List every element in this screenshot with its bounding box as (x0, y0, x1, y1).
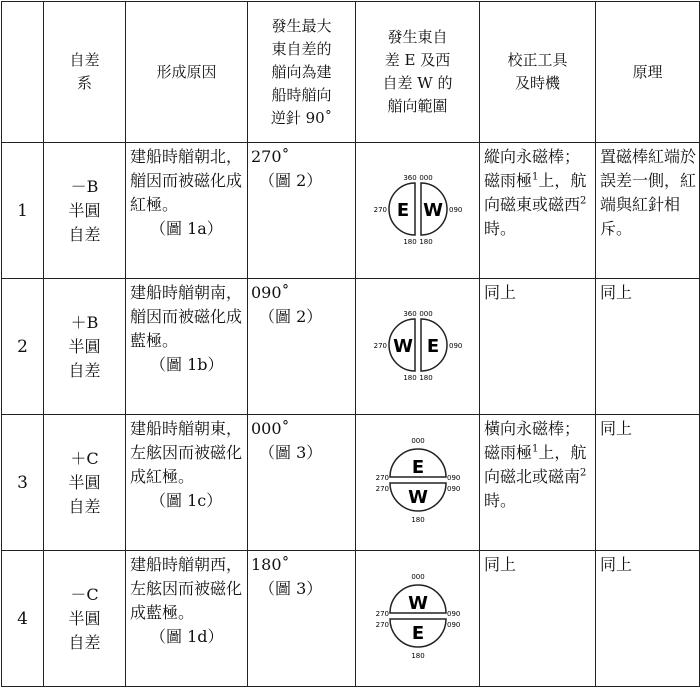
correction-tool-cell: 橫向永磁棒；磁雨極$^1$上，航向磁北或磁南$^2$時。 (480, 415, 596, 551)
figure-ref: （圖 2） (259, 171, 323, 190)
figure-ref: （圖 3） (259, 443, 323, 462)
correction-tool-cell: 縱向永磁棒；磁雨極$^1$上，航向磁東或磁西$^2$時。 (480, 143, 596, 279)
table-row (2, 551, 700, 687)
header-cause: 形成原因 (126, 2, 248, 143)
heading-value: 000˚ (251, 419, 290, 438)
label-lower-right: 090 (446, 484, 460, 493)
heading-cell (248, 551, 356, 687)
label-bottom-right: 180 (418, 373, 433, 382)
compass-diagram-horizontal (363, 429, 473, 533)
label-top-left: 360 (402, 309, 417, 318)
label-top: 000 (410, 436, 425, 445)
label-upper-right: 090 (446, 609, 460, 618)
row-number: 1 (2, 143, 44, 279)
deviation-system: －C 半圓 自差 (44, 551, 126, 687)
figure-ref: （圖 2） (259, 307, 323, 326)
figure-ref: （圖 1b） (150, 355, 224, 374)
deviation-system: ＋C 半圓 自差 (44, 415, 126, 551)
cause-cell (126, 415, 248, 551)
label-bottom-right: 180 (418, 237, 433, 246)
heading-cell (248, 143, 356, 279)
row-number: 3 (2, 415, 44, 551)
row-number: 4 (2, 551, 44, 687)
label-right: 090 (448, 341, 462, 350)
label-left: 270 (373, 205, 387, 214)
left-letter: W (392, 335, 413, 357)
cause-text: 建船時艏朝東，左舷因而被磁化成紅極。 (130, 419, 243, 486)
label-lower-right: 090 (446, 620, 460, 629)
heading-range-diagram-cell (356, 415, 480, 551)
figure-ref: （圖 1d） (150, 627, 224, 646)
cause-text: 建船時艏朝北，艏因而被磁化成紅極。 (130, 147, 243, 214)
cause-text: 建船時艏朝西，左舷因而被磁化成藍極。 (130, 555, 243, 622)
heading-range-diagram-cell (356, 551, 480, 687)
cause-cell (126, 143, 248, 279)
header-principle: 原理 (596, 2, 700, 143)
bottom-letter: E (411, 622, 424, 644)
label-upper-left: 270 (375, 473, 389, 482)
heading-range-diagram-cell (356, 279, 480, 415)
deviation-system: －B 半圓 自差 (44, 143, 126, 279)
label-right: 090 (448, 205, 462, 214)
label-upper-left: 270 (375, 609, 389, 618)
principle-cell: 同上 (596, 551, 700, 687)
correction-tool-cell: 同上 (480, 551, 596, 687)
label-top-left: 360 (402, 173, 417, 182)
heading-cell (248, 279, 356, 415)
compass-diagram-vertical (363, 169, 473, 249)
top-letter: E (411, 456, 424, 478)
principle-cell: 同上 (596, 279, 700, 415)
label-left: 270 (373, 341, 387, 350)
bottom-letter: W (407, 486, 428, 508)
heading-value: 270˚ (251, 147, 290, 166)
heading-range-diagram-cell (356, 143, 480, 279)
heading-value: 180˚ (251, 555, 290, 574)
cause-cell (126, 279, 248, 415)
principle-cell: 置磁棒紅端於誤差一側，紅端與紅針相斥。 (596, 143, 700, 279)
header-heading-range: 發生東自 差 E 及西 自差 W 的 艏向範圍 (356, 2, 480, 143)
cause-text: 建船時艏朝南，艏因而被磁化成藍極。 (130, 283, 243, 350)
row-number: 2 (2, 279, 44, 415)
label-bottom: 180 (410, 515, 425, 524)
deviation-table (1, 1, 700, 687)
correction-tool-cell: 同上 (480, 279, 596, 415)
left-letter: E (396, 199, 409, 221)
compass-diagram-vertical (363, 305, 473, 385)
heading-value: 090˚ (251, 283, 290, 302)
heading-cell (248, 415, 356, 551)
header-index (2, 2, 44, 143)
header-row (2, 2, 700, 143)
header-deviation-system: 自差 系 (44, 2, 126, 143)
label-bottom: 180 (410, 651, 425, 660)
label-top: 000 (410, 572, 425, 581)
label-upper-right: 090 (446, 473, 460, 482)
figure-ref: （圖 1c） (150, 491, 223, 510)
right-letter: W (422, 199, 443, 221)
cause-cell (126, 551, 248, 687)
table-row (2, 415, 700, 551)
label-lower-left: 270 (375, 484, 389, 493)
table-row (2, 143, 700, 279)
label-top-right: 000 (418, 309, 433, 318)
figure-ref: （圖 3） (259, 579, 323, 598)
label-lower-left: 270 (375, 620, 389, 629)
right-letter: E (426, 335, 439, 357)
compass-diagram-horizontal (363, 565, 473, 669)
header-correction-tool: 校正工具 及時機 (480, 2, 596, 143)
principle-cell: 同上 (596, 415, 700, 551)
top-letter: W (407, 592, 428, 614)
table-row (2, 279, 700, 415)
label-bottom-left: 180 (402, 237, 417, 246)
figure-ref: （圖 1a） (150, 219, 223, 238)
label-bottom-left: 180 (402, 373, 417, 382)
header-max-east-heading: 發生最大 東自差的 艏向為建 船時艏向 逆針 90˚ (248, 2, 356, 143)
label-top-right: 000 (418, 173, 433, 182)
deviation-system: ＋B 半圓 自差 (44, 279, 126, 415)
